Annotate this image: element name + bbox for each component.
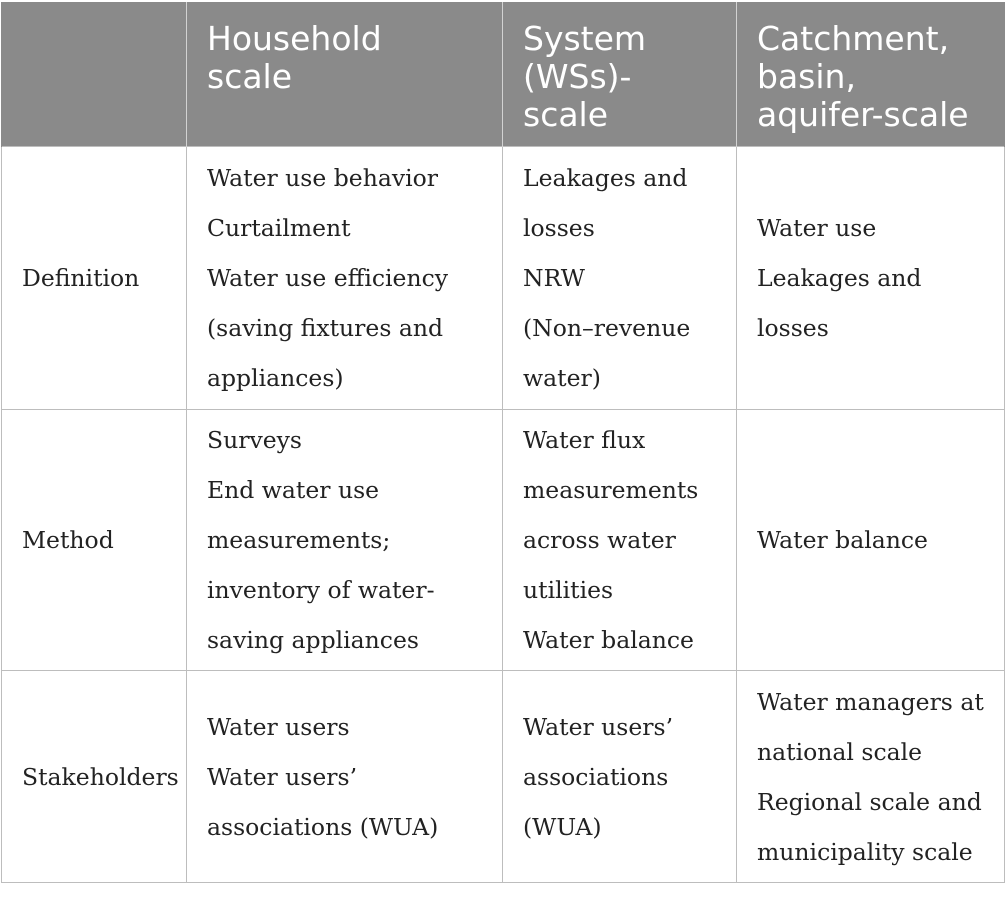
cell-line: associations <box>523 762 669 791</box>
row-label-method: Method <box>2 410 187 671</box>
cell-line: Leakages and <box>757 264 922 292</box>
scale-comparison-table <box>1 2 1005 883</box>
cell-line: Water use behavior <box>207 164 439 192</box>
table-row-stakeholders <box>2 671 1005 883</box>
header-line: basin, <box>757 57 856 96</box>
stakeholders-system-cell <box>503 671 737 883</box>
cell-line: Water users’ <box>523 712 674 741</box>
cell-line: across water <box>523 526 676 554</box>
header-cell-system <box>503 2 737 147</box>
cell-line: Water balance <box>523 626 694 654</box>
cell-line: water) <box>523 364 601 392</box>
cell-line: Surveys <box>207 426 302 454</box>
cell-line: saving appliances <box>207 626 419 654</box>
cell-line: measurements; <box>207 526 391 554</box>
cell-line: associations (WUA) <box>207 812 439 841</box>
cell-line: NRW <box>523 264 585 292</box>
cell-line: Water flux <box>523 426 646 454</box>
cell-line: (saving fixtures and <box>207 314 444 342</box>
cell-line: Curtailment <box>207 214 351 242</box>
stakeholders-catchment-cell <box>737 671 1005 883</box>
table-row-method <box>2 410 1005 671</box>
header-line: System <box>523 19 647 58</box>
method-catchment-cell <box>737 410 1005 671</box>
header-line: Household <box>207 19 382 58</box>
stakeholders-household-cell <box>187 671 503 883</box>
header-cell-catchment <box>737 2 1005 147</box>
cell-line: Water users’ <box>207 762 358 791</box>
cell-line: inventory of water- <box>207 576 435 604</box>
row-label-stakeholders: Stakeholders <box>2 671 187 883</box>
cell-line: national scale <box>757 737 923 766</box>
header-line: (WSs)- <box>523 57 632 96</box>
header-row <box>2 2 1005 147</box>
cell-line: (Non–revenue <box>523 314 691 342</box>
cell-line: municipality scale <box>757 837 973 866</box>
cell-line: losses <box>757 314 829 342</box>
definition-household-cell <box>187 147 503 410</box>
cell-line: Water managers at <box>757 687 984 716</box>
header-line: Catchment, <box>757 19 950 58</box>
row-label-definition: Definition <box>2 147 187 410</box>
cell-line: (WUA) <box>523 812 602 841</box>
cell-line: Water balance <box>757 526 928 554</box>
table-row-definition <box>2 147 1005 410</box>
cell-line: utilities <box>523 576 614 604</box>
cell-line: Regional scale and <box>757 787 982 816</box>
header-line: aquifer-scale <box>757 95 969 134</box>
definition-system-cell <box>503 147 737 410</box>
cell-line: Water use efficiency <box>207 264 449 292</box>
method-system-cell <box>503 410 737 671</box>
cell-line: Water use <box>757 214 877 242</box>
cell-line: Water users <box>207 712 350 741</box>
cell-line: Leakages and <box>523 164 688 192</box>
cell-line: measurements <box>523 476 699 504</box>
cell-line: losses <box>523 214 595 242</box>
header-line: scale <box>207 57 293 96</box>
method-household-cell <box>187 410 503 671</box>
header-cell-empty <box>2 2 187 147</box>
definition-catchment-cell <box>737 147 1005 410</box>
cell-line: appliances) <box>207 364 344 392</box>
header-line: scale <box>523 95 609 134</box>
header-cell-household <box>187 2 503 147</box>
cell-line: End water use <box>207 476 380 504</box>
